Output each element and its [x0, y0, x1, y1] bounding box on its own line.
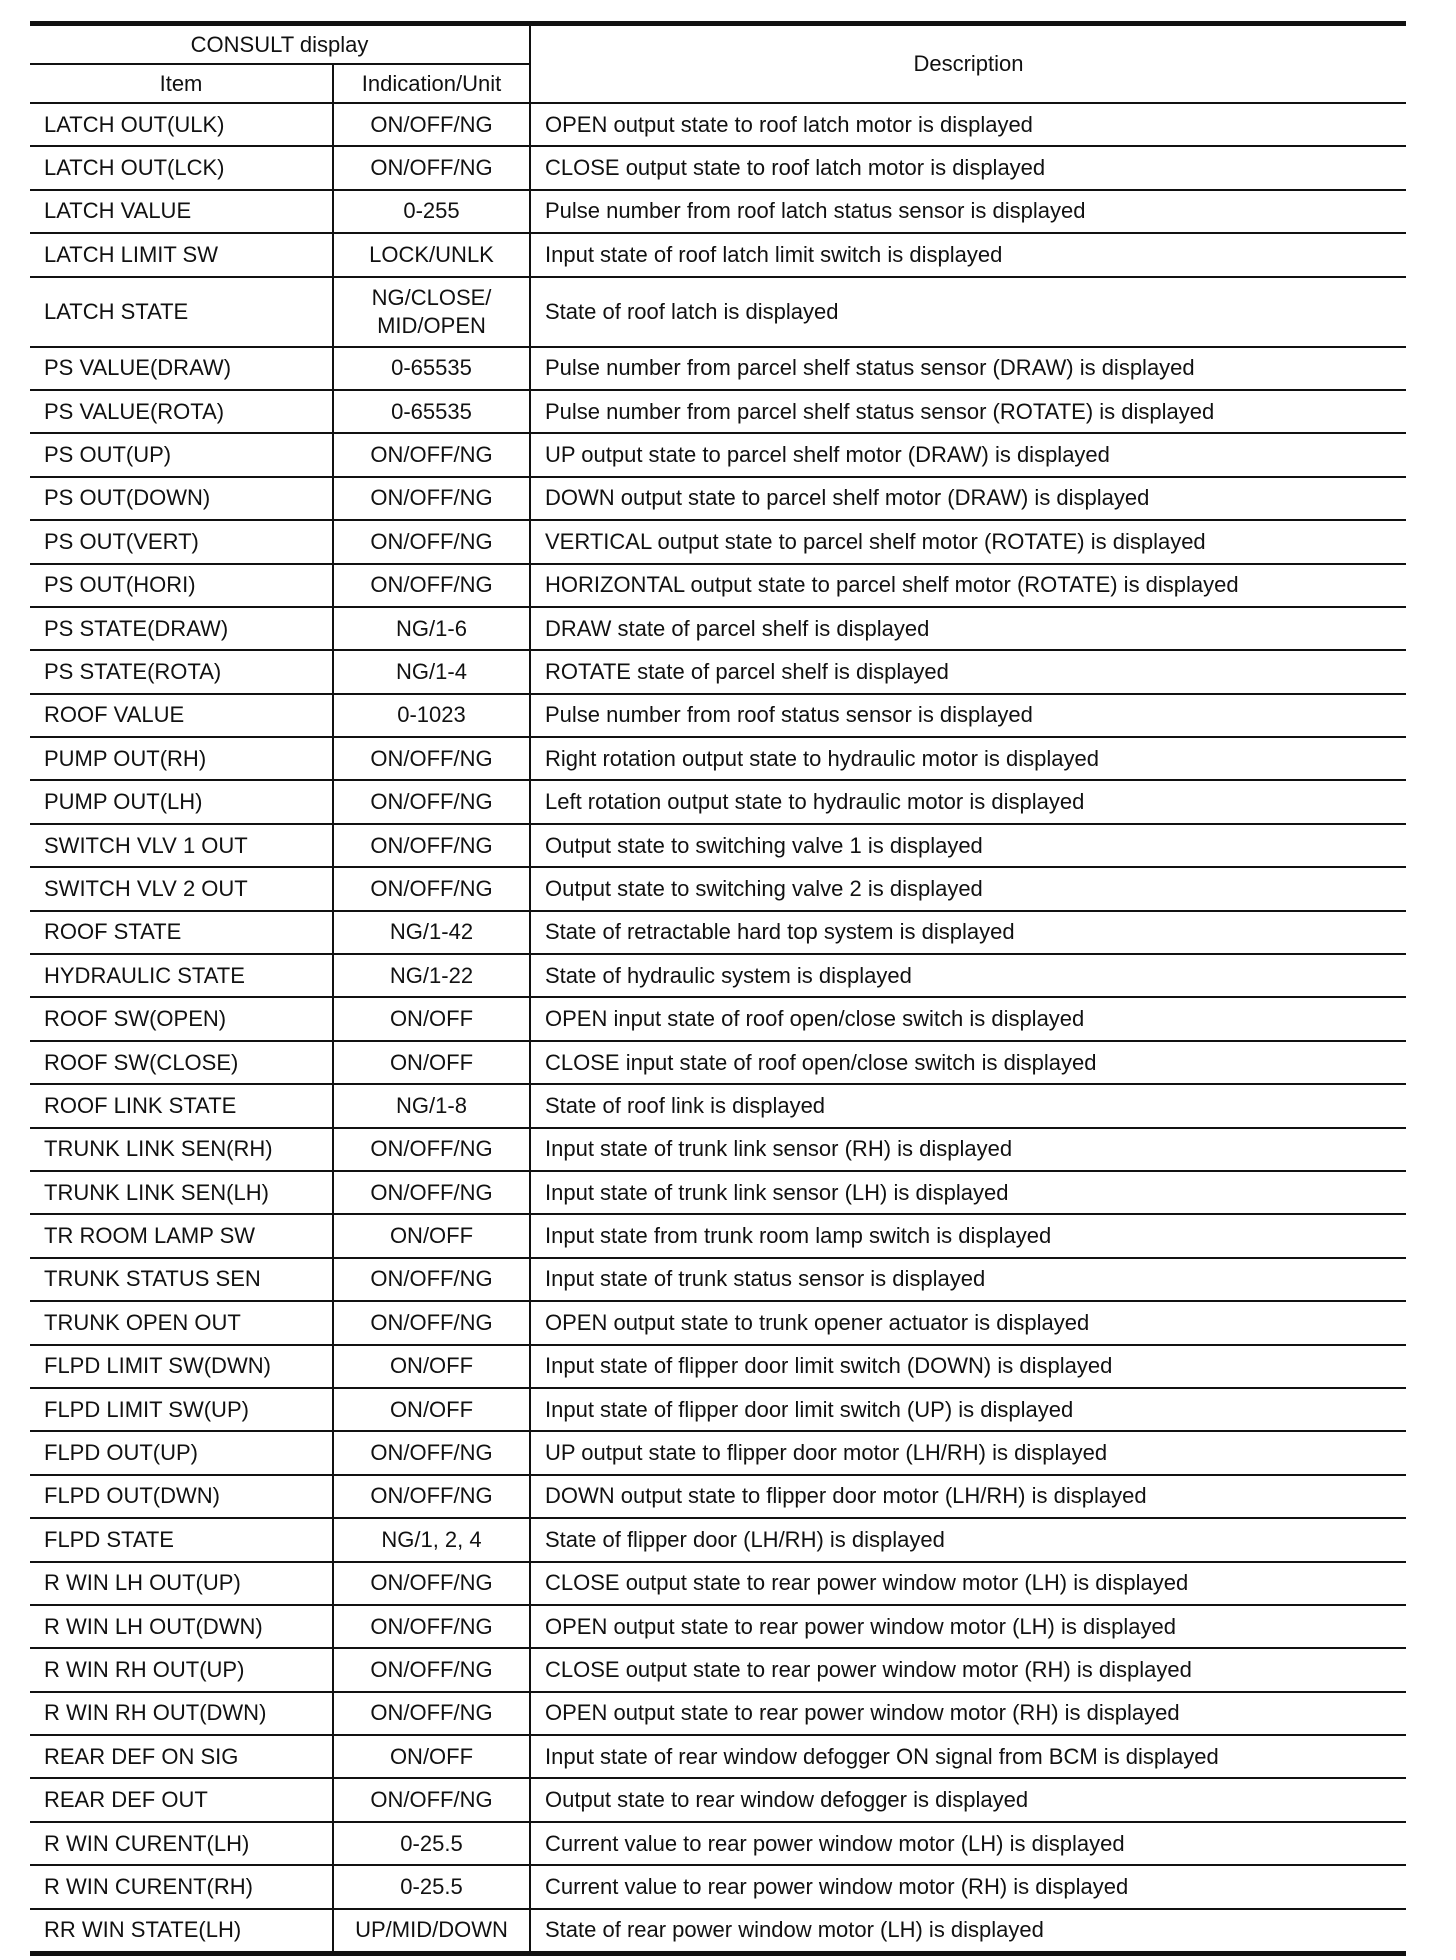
cell-indication-unit: ON/OFF/NG — [333, 1692, 530, 1735]
table-row — [30, 1128, 1406, 1171]
cell-description: Current value to rear power window motor (RH) is displayed — [530, 1865, 1406, 1908]
cell-item: REAR DEF OUT — [30, 1778, 333, 1821]
table-row — [30, 1605, 1406, 1648]
table-row — [30, 1171, 1406, 1214]
table-row — [30, 1518, 1406, 1561]
cell-item: FLPD OUT(UP) — [30, 1431, 333, 1474]
cell-description: Current value to rear power window motor (LH) is displayed — [530, 1822, 1406, 1865]
cell-description: State of hydraulic system is displayed — [530, 954, 1406, 997]
cell-indication-unit: 0-25.5 — [333, 1865, 530, 1908]
cell-indication-unit: ON/OFF/NG — [333, 780, 530, 823]
cell-item: LATCH OUT(LCK) — [30, 146, 333, 189]
table-row — [30, 1475, 1406, 1518]
cell-indication-unit: ON/OFF/NG — [333, 1301, 530, 1344]
cell-item: REAR DEF ON SIG — [30, 1735, 333, 1778]
cell-description: CLOSE input state of roof open/close switch is displayed — [530, 1041, 1406, 1084]
table-row — [30, 954, 1406, 997]
table-row — [30, 867, 1406, 910]
cell-item: R WIN CURENT(LH) — [30, 1822, 333, 1865]
cell-description: OPEN output state to roof latch motor is displayed — [530, 103, 1406, 146]
cell-indication-unit-line-2: MID/OPEN — [377, 312, 486, 338]
header-indication-unit: Indication/Unit — [333, 64, 530, 103]
cell-description: Pulse number from roof latch status sensor is displayed — [530, 190, 1406, 233]
cell-indication-unit: ON/OFF/NG — [333, 824, 530, 867]
cell-indication-unit: NG/1-4 — [333, 650, 530, 693]
cell-item: LATCH LIMIT SW — [30, 233, 333, 276]
cell-description: Output state to switching valve 2 is displayed — [530, 867, 1406, 910]
cell-item: TR ROOM LAMP SW — [30, 1214, 333, 1257]
cell-indication-unit: ON/OFF — [333, 997, 530, 1040]
cell-description: VERTICAL output state to parcel shelf motor (ROTATE) is displayed — [530, 520, 1406, 563]
header-row-1 — [30, 24, 1406, 65]
table-row — [30, 1258, 1406, 1301]
cell-indication-unit: ON/OFF/NG — [333, 1431, 530, 1474]
cell-item: R WIN LH OUT(UP) — [30, 1562, 333, 1605]
cell-indication-unit: ON/OFF/NG — [333, 433, 530, 476]
cell-indication-unit: NG/1-22 — [333, 954, 530, 997]
cell-item: PS VALUE(ROTA) — [30, 390, 333, 433]
cell-indication-unit: ON/OFF/NG — [333, 1475, 530, 1518]
cell-indication-unit: NG/1-42 — [333, 911, 530, 954]
cell-description: DOWN output state to flipper door motor (LH/RH) is displayed — [530, 1475, 1406, 1518]
table-row — [30, 1909, 1406, 1954]
cell-description: Input state of trunk link sensor (RH) is displayed — [530, 1128, 1406, 1171]
cell-item: ROOF LINK STATE — [30, 1084, 333, 1127]
cell-description: Pulse number from parcel shelf status sensor (DRAW) is displayed — [530, 347, 1406, 390]
table-row — [30, 650, 1406, 693]
cell-description: Output state to rear window defogger is displayed — [530, 1778, 1406, 1821]
cell-item: ROOF VALUE — [30, 694, 333, 737]
cell-item: PUMP OUT(LH) — [30, 780, 333, 823]
table-row — [30, 1735, 1406, 1778]
cell-item: TRUNK LINK SEN(RH) — [30, 1128, 333, 1171]
table-row — [30, 1822, 1406, 1865]
table-row — [30, 694, 1406, 737]
cell-item: TRUNK STATUS SEN — [30, 1258, 333, 1301]
table-row — [30, 433, 1406, 476]
cell-indication-unit: UP/MID/DOWN — [333, 1909, 530, 1954]
cell-item: FLPD LIMIT SW(UP) — [30, 1388, 333, 1431]
cell-description: Output state to switching valve 1 is displayed — [530, 824, 1406, 867]
cell-description: Input state of trunk status sensor is displayed — [530, 1258, 1406, 1301]
table-row — [30, 911, 1406, 954]
cell-item: R WIN LH OUT(DWN) — [30, 1605, 333, 1648]
cell-indication-unit: ON/OFF/NG — [333, 1605, 530, 1648]
cell-indication-unit: ON/OFF/NG — [333, 1648, 530, 1691]
cell-indication-unit: ON/OFF/NG — [333, 1258, 530, 1301]
table-row — [30, 103, 1406, 146]
table-row — [30, 277, 1406, 347]
cell-description: CLOSE output state to roof latch motor is displayed — [530, 146, 1406, 189]
cell-item: R WIN RH OUT(DWN) — [30, 1692, 333, 1735]
cell-description: State of retractable hard top system is displayed — [530, 911, 1406, 954]
cell-indication-unit: ON/OFF/NG — [333, 1128, 530, 1171]
cell-indication-unit: ON/OFF/NG — [333, 103, 530, 146]
table-row — [30, 1214, 1406, 1257]
cell-indication-unit — [333, 277, 530, 347]
cell-description: UP output state to flipper door motor (LH/RH) is displayed — [530, 1431, 1406, 1474]
cell-description: State of flipper door (LH/RH) is displayed — [530, 1518, 1406, 1561]
header-item: Item — [30, 64, 333, 103]
cell-description: OPEN output state to rear power window motor (RH) is displayed — [530, 1692, 1406, 1735]
cell-item: PS STATE(DRAW) — [30, 607, 333, 650]
table-row — [30, 997, 1406, 1040]
table-row — [30, 190, 1406, 233]
cell-description: Input state of roof latch limit switch is displayed — [530, 233, 1406, 276]
cell-indication-unit: ON/OFF/NG — [333, 146, 530, 189]
cell-description: OPEN input state of roof open/close switch is displayed — [530, 997, 1406, 1040]
cell-description: State of roof latch is displayed — [530, 277, 1406, 347]
cell-indication-unit: LOCK/UNLK — [333, 233, 530, 276]
table-row — [30, 1388, 1406, 1431]
consult-display-table — [30, 21, 1406, 1956]
cell-item: FLPD OUT(DWN) — [30, 1475, 333, 1518]
table-row — [30, 1562, 1406, 1605]
table-row — [30, 390, 1406, 433]
cell-indication-unit: ON/OFF — [333, 1388, 530, 1431]
cell-indication-unit: 0-255 — [333, 190, 530, 233]
cell-description: CLOSE output state to rear power window motor (RH) is displayed — [530, 1648, 1406, 1691]
table-row — [30, 737, 1406, 780]
cell-item: ROOF SW(CLOSE) — [30, 1041, 333, 1084]
cell-indication-unit: ON/OFF/NG — [333, 477, 530, 520]
cell-description: Right rotation output state to hydraulic motor is displayed — [530, 737, 1406, 780]
cell-item: FLPD STATE — [30, 1518, 333, 1561]
cell-description: State of roof link is displayed — [530, 1084, 1406, 1127]
table-row — [30, 1084, 1406, 1127]
cell-description: ROTATE state of parcel shelf is displayed — [530, 650, 1406, 693]
table-header — [30, 24, 1406, 104]
cell-item: PS STATE(ROTA) — [30, 650, 333, 693]
cell-description: Input state of flipper door limit switch (UP) is displayed — [530, 1388, 1406, 1431]
cell-item: PS OUT(HORI) — [30, 564, 333, 607]
cell-item: PS OUT(DOWN) — [30, 477, 333, 520]
cell-description: Pulse number from roof status sensor is displayed — [530, 694, 1406, 737]
cell-indication-unit: ON/OFF/NG — [333, 1778, 530, 1821]
cell-description: State of rear power window motor (LH) is displayed — [530, 1909, 1406, 1954]
cell-indication-unit: ON/OFF/NG — [333, 737, 530, 780]
consult-data-monitor-table-sheet — [30, 21, 1406, 1956]
cell-description: Input state of trunk link sensor (LH) is displayed — [530, 1171, 1406, 1214]
cell-indication-unit: ON/OFF — [333, 1735, 530, 1778]
cell-indication-unit: ON/OFF — [333, 1214, 530, 1257]
table-row — [30, 607, 1406, 650]
header-description: Description — [530, 24, 1406, 104]
cell-item: LATCH OUT(ULK) — [30, 103, 333, 146]
table-row — [30, 477, 1406, 520]
cell-item: ROOF STATE — [30, 911, 333, 954]
cell-item: RR WIN STATE(LH) — [30, 1909, 333, 1954]
cell-description: Pulse number from parcel shelf status sensor (ROTATE) is displayed — [530, 390, 1406, 433]
cell-description: DRAW state of parcel shelf is displayed — [530, 607, 1406, 650]
table-row — [30, 1041, 1406, 1084]
cell-description: Input state of flipper door limit switch (DOWN) is displayed — [530, 1345, 1406, 1388]
cell-description: UP output state to parcel shelf motor (DRAW) is displayed — [530, 433, 1406, 476]
cell-item: FLPD LIMIT SW(DWN) — [30, 1345, 333, 1388]
cell-indication-unit-line-1: NG/CLOSE/ — [371, 284, 492, 310]
cell-description: OPEN output state to trunk opener actuator is displayed — [530, 1301, 1406, 1344]
cell-item: PS OUT(VERT) — [30, 520, 333, 563]
cell-indication-unit: ON/OFF — [333, 1041, 530, 1084]
cell-item: PUMP OUT(RH) — [30, 737, 333, 780]
cell-description: DOWN output state to parcel shelf motor (DRAW) is displayed — [530, 477, 1406, 520]
cell-indication-unit: ON/OFF/NG — [333, 520, 530, 563]
cell-item: HYDRAULIC STATE — [30, 954, 333, 997]
cell-description: Input state from trunk room lamp switch is displayed — [530, 1214, 1406, 1257]
cell-indication-unit: NG/1-6 — [333, 607, 530, 650]
cell-item: TRUNK OPEN OUT — [30, 1301, 333, 1344]
cell-description: CLOSE output state to rear power window motor (LH) is displayed — [530, 1562, 1406, 1605]
table-row — [30, 146, 1406, 189]
header-consult-display: CONSULT display — [30, 24, 530, 65]
cell-description: Left rotation output state to hydraulic motor is displayed — [530, 780, 1406, 823]
table-row — [30, 520, 1406, 563]
table-row — [30, 1345, 1406, 1388]
table-row — [30, 1865, 1406, 1908]
cell-indication-unit: 0-65535 — [333, 347, 530, 390]
cell-item: PS OUT(UP) — [30, 433, 333, 476]
cell-item: LATCH STATE — [30, 277, 333, 347]
cell-item: R WIN RH OUT(UP) — [30, 1648, 333, 1691]
table-row — [30, 1778, 1406, 1821]
table-row — [30, 780, 1406, 823]
cell-indication-unit: 0-1023 — [333, 694, 530, 737]
table-row — [30, 1301, 1406, 1344]
table-row — [30, 1692, 1406, 1735]
table-row — [30, 1431, 1406, 1474]
table-body — [30, 103, 1406, 1954]
table-row — [30, 347, 1406, 390]
cell-indication-unit: 0-65535 — [333, 390, 530, 433]
cell-indication-unit: ON/OFF/NG — [333, 867, 530, 910]
cell-indication-unit: ON/OFF/NG — [333, 1171, 530, 1214]
cell-description: HORIZONTAL output state to parcel shelf motor (ROTATE) is displayed — [530, 564, 1406, 607]
table-row — [30, 824, 1406, 867]
cell-indication-unit: NG/1, 2, 4 — [333, 1518, 530, 1561]
table-row — [30, 564, 1406, 607]
table-row — [30, 1648, 1406, 1691]
cell-indication-unit: NG/1-8 — [333, 1084, 530, 1127]
cell-description: OPEN output state to rear power window motor (LH) is displayed — [530, 1605, 1406, 1648]
table-row — [30, 233, 1406, 276]
cell-item: SWITCH VLV 2 OUT — [30, 867, 333, 910]
cell-item: LATCH VALUE — [30, 190, 333, 233]
cell-item: SWITCH VLV 1 OUT — [30, 824, 333, 867]
cell-item: ROOF SW(OPEN) — [30, 997, 333, 1040]
cell-indication-unit: ON/OFF/NG — [333, 1562, 530, 1605]
cell-indication-unit: ON/OFF — [333, 1345, 530, 1388]
cell-item: TRUNK LINK SEN(LH) — [30, 1171, 333, 1214]
cell-indication-unit: 0-25.5 — [333, 1822, 530, 1865]
cell-description: Input state of rear window defogger ON signal from BCM is displayed — [530, 1735, 1406, 1778]
cell-indication-unit: ON/OFF/NG — [333, 564, 530, 607]
cell-item: R WIN CURENT(RH) — [30, 1865, 333, 1908]
cell-item: PS VALUE(DRAW) — [30, 347, 333, 390]
